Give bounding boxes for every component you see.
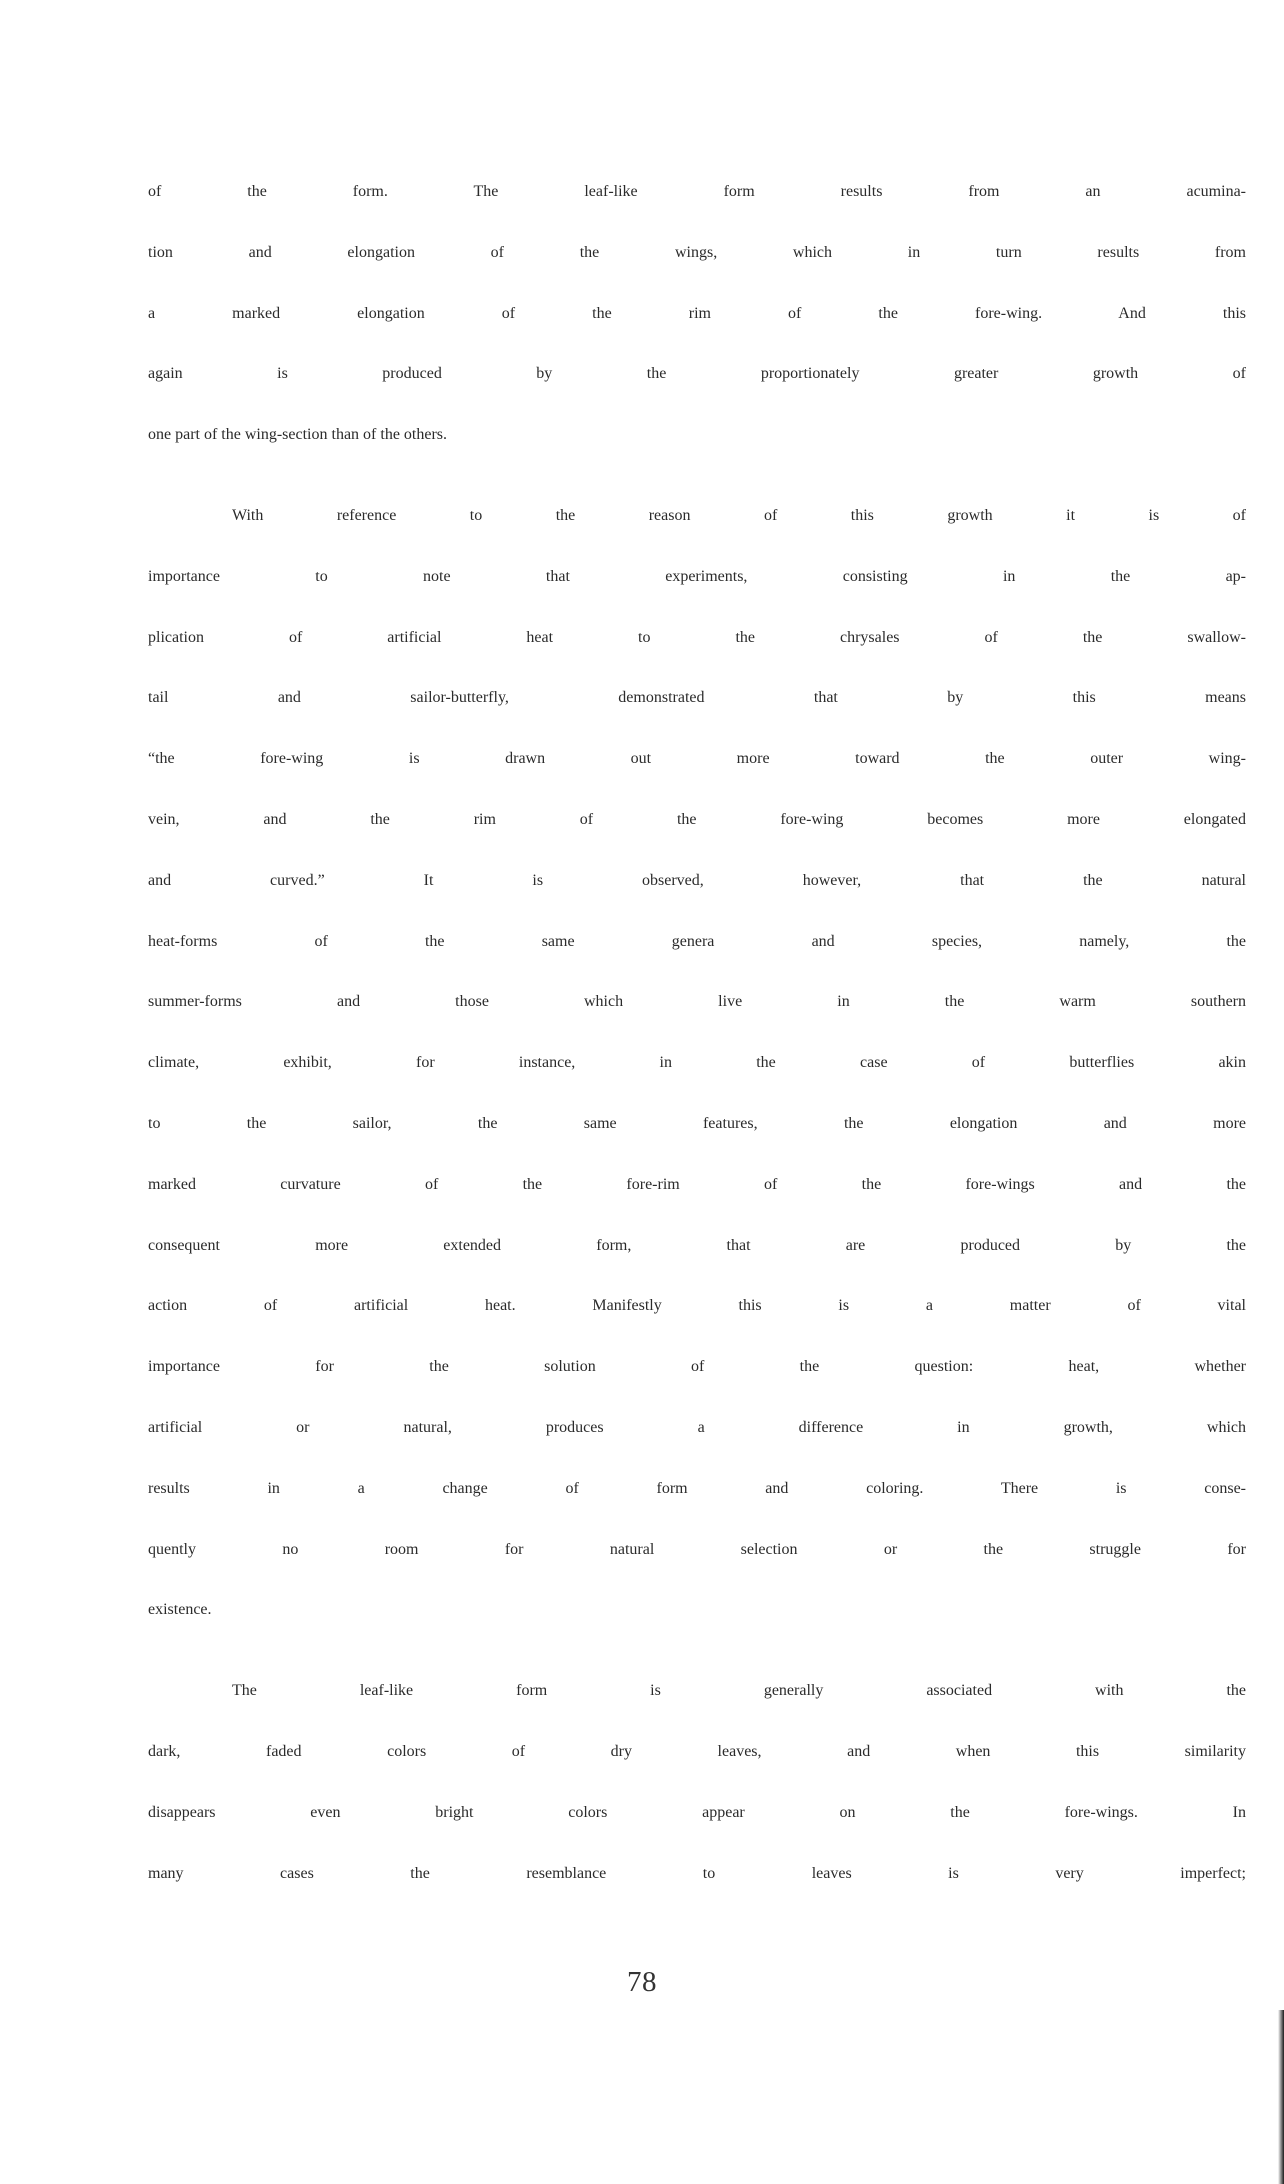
paragraph-3 — [148, 1682, 1246, 1925]
text-line: importance to note that experiments, consisting in the ap- — [148, 567, 1246, 585]
text-line: importance for the solution of the question: heat, whether — [148, 1358, 1246, 1376]
text-line: quently no room for natural selection or the struggle for — [148, 1540, 1246, 1558]
text-line: disappears even bright colors appear on the fore-wings. In — [148, 1803, 1246, 1821]
page-number: 78 — [627, 1966, 657, 1998]
text-line: existence. — [148, 1601, 212, 1619]
text-line: action of artificial heat. Manifestly this is a matter of vital — [148, 1297, 1246, 1315]
paragraph-2 — [148, 507, 1246, 1662]
text-line: to the sailor, the same features, the elongation and more — [148, 1114, 1246, 1132]
text-line: The leaf-like form is generally associated with the — [232, 1682, 1246, 1700]
page-edge-shadow — [1278, 2010, 1284, 2184]
text-line: consequent more extended form, that are produced by the — [148, 1236, 1246, 1254]
text-line: dark, faded colors of dry leaves, and when this similarity — [148, 1742, 1246, 1760]
text-line: plication of artificial heat to the chrysales of the swallow- — [148, 628, 1246, 646]
text-line: tion and elongation of the wings, which in turn results from — [148, 243, 1246, 261]
text-line: “the fore-wing is drawn out more toward the outer wing- — [148, 750, 1246, 768]
text-line: of the form. The leaf-like form results from an acumina- — [148, 183, 1246, 200]
text-line: With reference to the reason of this growth it is of — [232, 506, 1246, 524]
text-line: marked curvature of the fore-rim of the fore-wings and the — [148, 1175, 1246, 1193]
text-line: vein, and the rim of the fore-wing becomes more elongated — [148, 810, 1246, 828]
text-line: a marked elongation of the rim of the fore-wing. And this — [148, 304, 1246, 322]
text-line: again is produced by the proportionately greater growth of — [148, 365, 1246, 383]
text-line: heat-forms of the same genera and species, namely, the — [148, 932, 1246, 950]
text-line: and curved.” It is observed, however, that the natural — [148, 871, 1246, 889]
text-line: one part of the wing-section than of the others. — [148, 426, 448, 444]
text-line: results in a change of form and coloring. There is conse- — [148, 1479, 1246, 1497]
text-line: summer-forms and those which live in the warm southern — [148, 993, 1246, 1011]
text-line: climate, exhibit, for instance, in the case of butterflies akin — [148, 1054, 1246, 1072]
text-line: artificial or natural, produces a difference in growth, which — [148, 1418, 1246, 1436]
body-text — [148, 183, 1246, 1925]
text-line: many cases the resemblance to leaves is very imperfect; — [148, 1864, 1246, 1882]
text-line: tail and sailor-butterfly, demonstrated that by this means — [148, 689, 1246, 707]
paragraph-1 — [148, 183, 1246, 487]
